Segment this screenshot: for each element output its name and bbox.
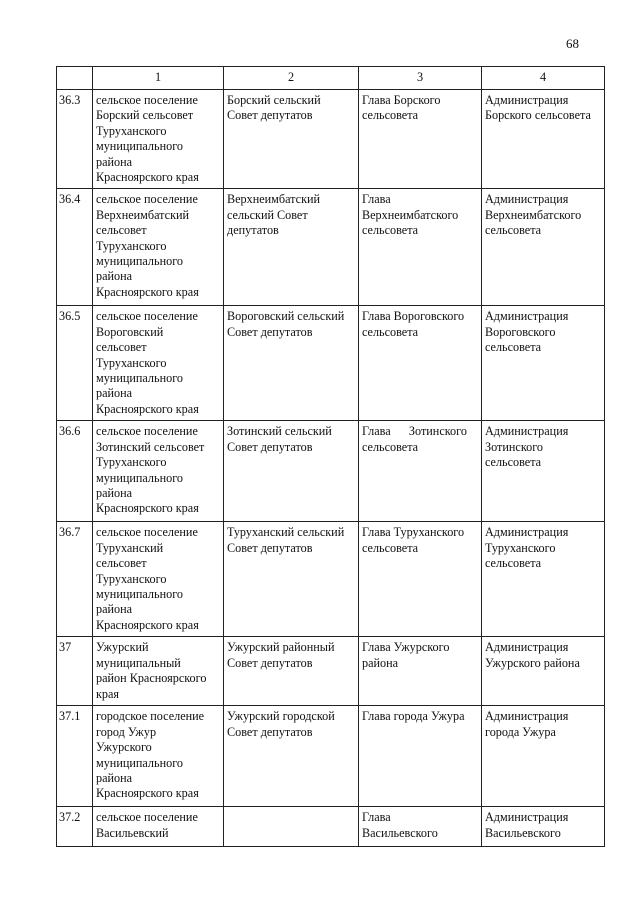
council-cell: Ужурский городской Совет депутатов (224, 706, 359, 807)
table-row (57, 706, 605, 807)
council-cell: Туруханский сельский Совет депутатов (224, 522, 359, 637)
table-header-row (57, 67, 605, 90)
head-cell: Глава Верхнеимбатского сельсовета (359, 189, 482, 306)
head-cell: Глава города Ужура (359, 706, 482, 807)
municipality-cell: Ужурский муниципальный район Красноярского края (93, 637, 224, 706)
table-row (57, 189, 605, 306)
municipality-cell: сельское поселение Васильевский (93, 807, 224, 847)
head-cell: Глава Ужурского района (359, 637, 482, 706)
row-number: 36.5 (57, 306, 93, 421)
table-row (57, 306, 605, 421)
header-cell-4: 4 (482, 67, 605, 90)
municipality-cell: сельское поселение Зотинский сельсовет Туруханского муниципального района Красноярского края (93, 421, 224, 522)
head-cell: Глава Зотинского сельсовета (359, 421, 482, 522)
council-cell: Зотинский сельский Совет депутатов (224, 421, 359, 522)
council-cell: Борский сельский Совет депутатов (224, 90, 359, 189)
document-table (56, 66, 605, 847)
administration-cell: Администрация Зотинского сельсовета (482, 421, 605, 522)
table-row (57, 807, 605, 847)
table-row (57, 637, 605, 706)
municipality-cell: сельское поселение Борский сельсовет Туруханского муниципального района Красноярского края (93, 90, 224, 189)
council-cell: Вороговский сельский Совет депутатов (224, 306, 359, 421)
municipality-cell: городское поселение город Ужур Ужурского муниципального района Красноярского края (93, 706, 224, 807)
header-cell-2: 2 (224, 67, 359, 90)
administration-cell: Администрация Ужурского района (482, 637, 605, 706)
head-cell: Глава Туруханского сельсовета (359, 522, 482, 637)
municipality-cell: сельское поселение Туруханский сельсовет Туруханского муниципального района Красноярского края (93, 522, 224, 637)
administration-cell: Администрация Борского сельсовета (482, 90, 605, 189)
head-cell: Глава Вороговского сельсовета (359, 306, 482, 421)
administration-cell: Администрация Вороговского сельсовета (482, 306, 605, 421)
municipality-cell: сельское поселение Вороговский сельсовет Туруханского муниципального района Красноярского края (93, 306, 224, 421)
head-cell: Глава Васильевского (359, 807, 482, 847)
header-cell-3: 3 (359, 67, 482, 90)
administration-cell: Администрация Туруханского сельсовета (482, 522, 605, 637)
table-row (57, 522, 605, 637)
row-number: 37.2 (57, 807, 93, 847)
head-cell: Глава Борского сельсовета (359, 90, 482, 189)
municipality-cell: сельское поселение Верхнеимбатский сельсовет Туруханского муниципального района Красноярского края (93, 189, 224, 306)
row-number: 37 (57, 637, 93, 706)
row-number: 37.1 (57, 706, 93, 807)
table-row (57, 90, 605, 189)
council-cell (224, 807, 359, 847)
row-number: 36.6 (57, 421, 93, 522)
page-number: 68 (566, 36, 579, 51)
row-number: 36.7 (57, 522, 93, 637)
council-cell: Ужурский районный Совет депутатов (224, 637, 359, 706)
header-cell-num (57, 67, 93, 90)
row-number: 36.4 (57, 189, 93, 306)
administration-cell: Администрация Верхнеимбатского сельсовета (482, 189, 605, 306)
administration-cell: Администрация города Ужура (482, 706, 605, 807)
administration-cell: Администрация Васильевского (482, 807, 605, 847)
table-row (57, 421, 605, 522)
header-cell-1: 1 (93, 67, 224, 90)
row-number: 36.3 (57, 90, 93, 189)
council-cell: Верхнеимбатский сельский Совет депутатов (224, 189, 359, 306)
